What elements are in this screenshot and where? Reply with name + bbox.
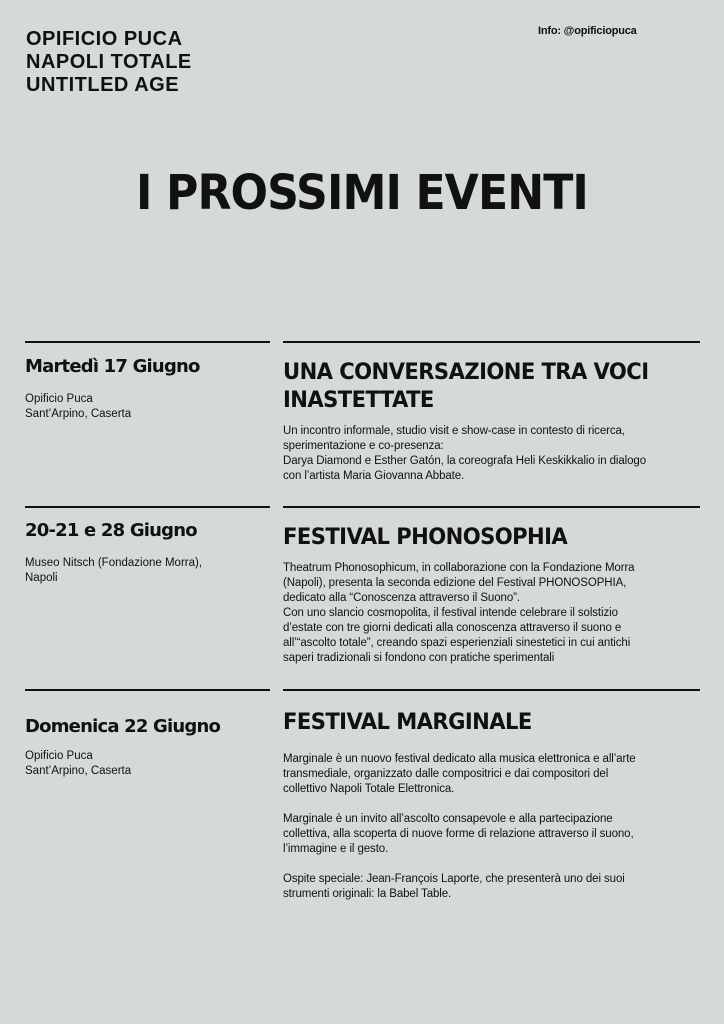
description-line: l’immagine e il gesto. [283,843,389,855]
organizer-line: UNTITLED AGE [26,74,180,96]
event-description [283,752,708,902]
event-description [283,561,708,666]
description-line: collettiva, alla scoperta di nuove forme di relazione attraverso il suono, [283,828,634,840]
description-line: collettivo Napoli Totale Elettronica. [283,783,455,795]
divider [25,506,270,508]
event-date: Martedì 17 Giugno [25,356,200,377]
venue-line: Sant’Arpino, Caserta [25,765,132,777]
description-line: strumenti originali: la Babel Table. [283,888,452,900]
event-title-line: UNA CONVERSAZIONE TRA VOCI [283,360,649,385]
description-line: dedicato alla “Conoscenza attraverso il Suono”. [283,592,520,604]
description-line: sperimentazione e co-presenza: [283,440,444,452]
description-line: Un incontro informale, studio visit e show-case in contesto di ricerca, [283,425,625,437]
divider [283,689,700,691]
paragraph-gap [283,857,708,872]
event-date: 20-21 e 28 Giugno [25,520,197,541]
description-line: Marginale è un nuovo festival dedicato alla musica elettronica e all’arte [283,753,636,765]
page-title: I PROSSIMI EVENTI [136,165,588,221]
description-line: Theatrum Phonosophicum, in collaborazione con la Fondazione Morra [283,562,635,574]
description-line: saperi tradizionali si fondono con pratiche sperimentali [283,652,555,664]
description-line: Darya Diamond e Esther Gatón, la coreografa Heli Keskikkalio in dialogo [283,455,647,467]
description-line: d’estate con tre giorni dedicati alla conoscenza attraverso il suono e [283,622,622,634]
organizer-line: OPIFICIO PUCA [26,28,183,50]
event-venue [25,749,265,779]
description-line: all’“ascolto totale”, creando spazi esperienziali sinestetici in cui antichi [283,637,631,649]
venue-line: Sant’Arpino, Caserta [25,408,132,420]
event-description [283,424,708,484]
event-title-line: FESTIVAL PHONOSOPHIA [283,525,568,550]
divider [283,341,700,343]
description-line: Ospite speciale: Jean-François Laporte, che presenterà uno dei suoi [283,873,625,885]
venue-line: Opificio Puca [25,393,93,405]
venue-line: Napoli [25,572,58,584]
paragraph-gap [283,797,708,812]
event-title-line: INASTETTATE [283,388,434,413]
description-line: transmediale, organizzato dalle compositrici e dai compositori del [283,768,609,780]
divider [283,506,700,508]
event-title [283,524,686,552]
venue-line: Opificio Puca [25,750,93,762]
organizer-block [26,28,192,97]
event-venue [25,556,265,586]
organizer-line: NAPOLI TOTALE [26,51,192,73]
event-date: Domenica 22 Giugno [25,716,221,737]
description-line: (Napoli), presenta la seconda edizione del Festival PHONOSOPHIA, [283,577,627,589]
event-title-line: FESTIVAL MARGINALE [283,710,532,735]
description-line: Con uno slancio cosmopolita, il festival intende celebrare il solstizio [283,607,618,619]
divider [25,689,270,691]
venue-line: Museo Nitsch (Fondazione Morra), [25,557,203,569]
event-title [283,359,686,415]
event-title [283,709,686,737]
divider [25,341,270,343]
description-line: con l’artista Maria Giovanna Abbate. [283,470,465,482]
event-venue [25,392,265,422]
info-contact: Info: @opificiopuca [538,25,637,37]
description-line: Marginale è un invito all’ascolto consapevole e alla partecipazione [283,813,613,825]
